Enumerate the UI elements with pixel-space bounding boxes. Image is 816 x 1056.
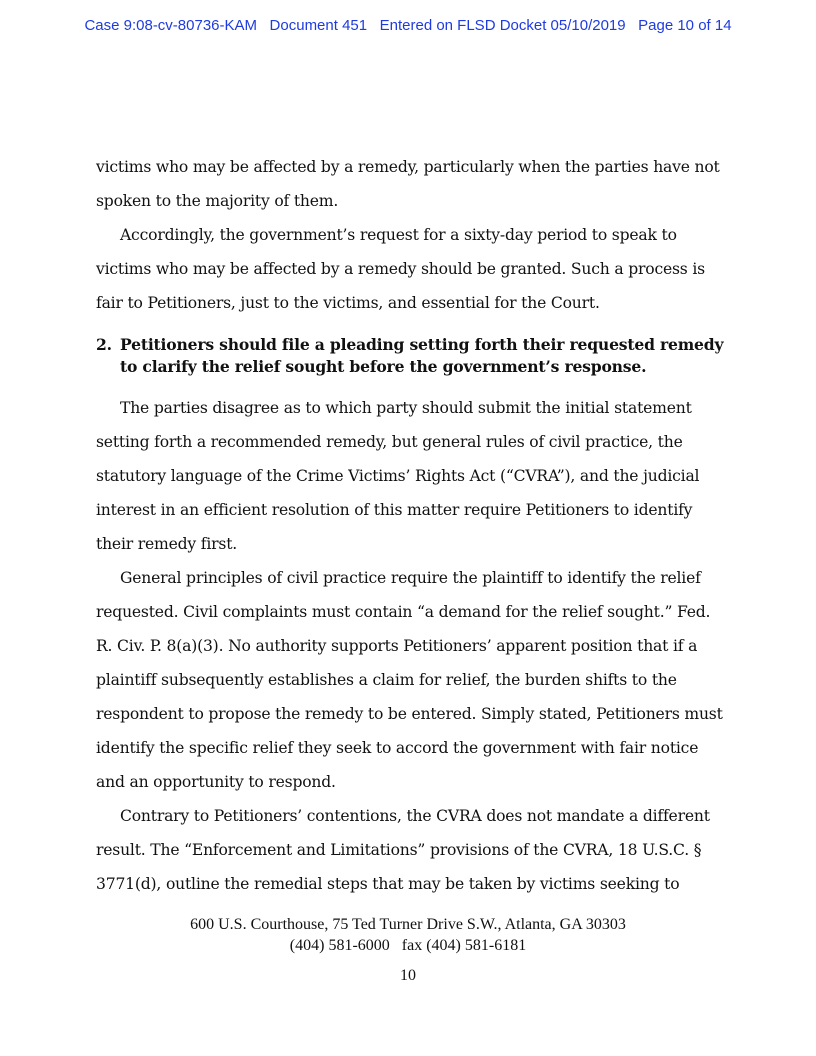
document-number: Document 451 (269, 17, 368, 34)
docket-entry-date: Entered on FLSD Docket 05/10/2019 (379, 17, 626, 34)
paragraph-continuation: victims who may be affected by a remedy, particularly when the parties have not spoken to the majority of them. (96, 158, 720, 210)
page-number: 10 (400, 967, 416, 984)
paragraph-sixty-day-request: Accordingly, the government’s request for a sixty-day period to speak to victims who may be affected by a remedy should be granted. Such a process is fair to Petitioners, just to the victims, and essential for the Court. (96, 226, 705, 312)
paragraph-civil-practice: General principles of civil practice require the plaintiff to identify the relief requested. Civil complaints must contain “a demand for the relief sought.” Fed. R. Civ. P. 8(a)(3). No authority supports Petitioners’ apparent position that if a plaintiff subsequently establishes a claim for relief, the burden shifts to the respondent to propose the remedy to be entered. Simply stated, Petitioners must identify the specific relief they seek to accord the government with fair notice and an opportunity to respond. (96, 569, 723, 791)
paragraph-cvra: Contrary to Petitioners’ contentions, the CVRA does not mandate a different result. The “Enforcement and Limitations” provisions of the CVRA, 18 U.S.C. § 3771(d), outline the remedial steps that may be taken by victims seeking to (96, 807, 710, 893)
footer-contact (0, 935, 816, 956)
section-heading (96, 334, 726, 378)
body-section-top (96, 150, 726, 320)
paragraph-parties-disagree: The parties disagree as to which party should submit the initial statement setting forth a recommended remedy, but general rules of civil practice, the statutory language of the Crime Victims’ Rights Act (“CVRA”), and the judicial interest in an efficient resolution of this matter require Petitioners to identify their remedy first. (96, 399, 700, 553)
docket-header (0, 17, 816, 34)
footer-address-block (0, 914, 816, 956)
section-heading-text: Petitioners should file a pleading setting forth their requested remedy to clarify the relief sought before the government’s response. (120, 335, 724, 376)
case-number: Case 9:08-cv-80736-KAM (84, 17, 258, 34)
body-section-bottom (96, 391, 726, 901)
footer-fax: fax (404) 581-6181 (401, 937, 527, 954)
footer-phone: (404) 581-6000 (289, 937, 390, 954)
section-heading-number: 2. (96, 335, 112, 354)
page-of-total: Page 10 of 14 (638, 17, 732, 34)
footer-address: 600 U.S. Courthouse, 75 Ted Turner Drive S.W., Atlanta, GA 30303 (190, 916, 626, 933)
